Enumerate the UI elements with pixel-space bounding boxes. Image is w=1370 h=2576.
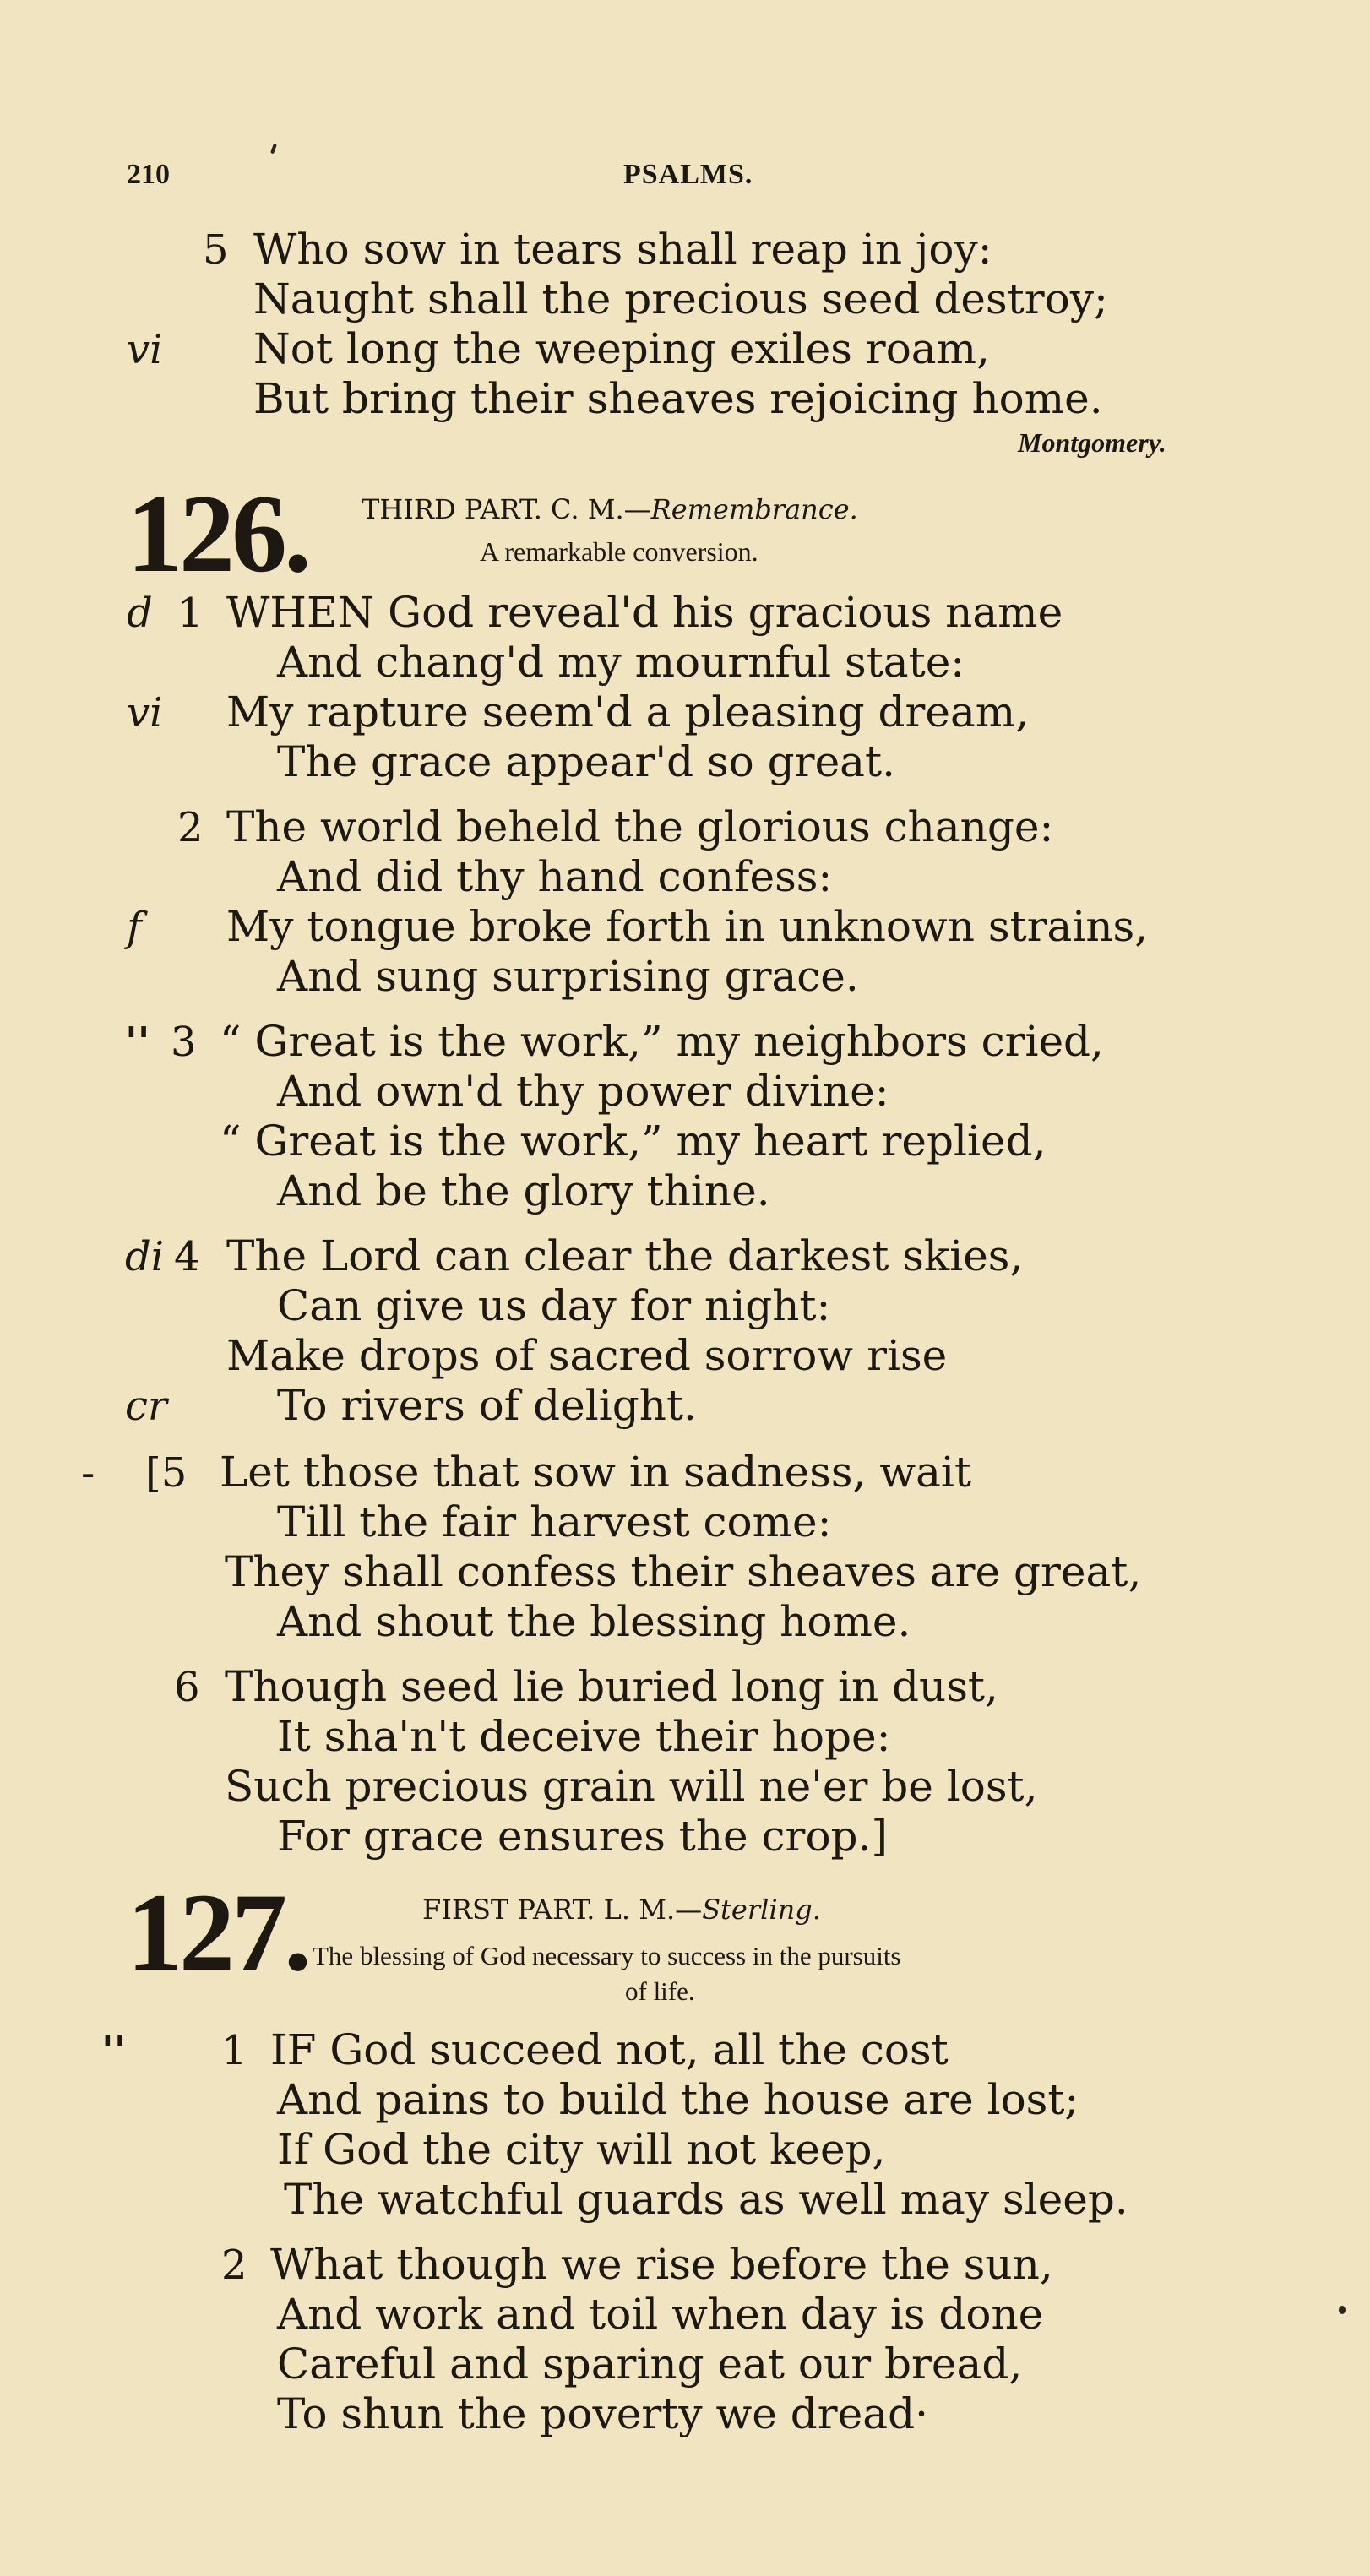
verse-line: Though seed lie buried long in dust, [225,1662,998,1711]
hymn-subtitle-continued: of life. [625,1976,695,2006]
verse-line: It sha'n't deceive their hope: [277,1712,891,1761]
verse-line: Such precious grain will ne'er be lost, [225,1762,1038,1811]
stanza-number: 1 [221,2027,247,2074]
margin-dash: - [81,1449,95,1497]
stanza-number: 1 [177,590,204,637]
stanza-number: 6 [174,1664,200,1711]
tune-name: Sterling. [702,1894,821,1926]
stanza-number: 2 [177,804,204,851]
verse-line: Who sow in tears shall reap in joy: [253,225,992,274]
dynamic-marker: vi [127,326,163,373]
verse-line: The watchful guards as well may sleep. [284,2175,1128,2224]
verse-line: Careful and sparing eat our bread, [277,2340,1023,2389]
verse-line: Make drops of sacred sorrow rise [226,1331,948,1380]
verse-line: Can give us day for night: [277,1281,831,1330]
dynamic-marker: f [127,904,142,951]
verse-line: WHEN God reveal'd his gracious name [226,588,1063,637]
stanza-number: 2 [221,2242,247,2289]
verse-line: To rivers of delight. [277,1381,697,1430]
part-label: FIRST PART. L. M.— [422,1894,703,1926]
verse-line: And did thy hand confess: [277,852,833,901]
verse-line: If God the city will not keep, [277,2125,886,2174]
verse-line: And chang'd my mournful state: [277,638,965,687]
verse-line: And work and toil when day is done [277,2290,1044,2339]
verse-line: And pains to build the house are lost; [277,2075,1079,2124]
verse-line: And shout the blessing home. [277,1597,911,1646]
verse-line: The Lord can clear the darkest skies, [226,1231,1024,1280]
verse-line: “ Great is the work,” my neighbors cried, [220,1017,1104,1066]
verse-line: IF God succeed not, all the cost [270,2025,949,2074]
stanza-number: [5 [145,1449,188,1497]
verse-line: What though we rise before the sun, [270,2240,1053,2289]
hymn-heading [422,1894,821,1926]
verse-line: And sung surprising grace. [277,952,859,1001]
hymn-subtitle: A remarkable conversion. [480,536,758,567]
verse-line: The world beheld the glorious change: [226,802,1054,851]
dynamic-marker: '' [125,1019,150,1066]
verse-line: “ Great is the work,” my heart replied, [220,1117,1047,1166]
verse-line: And own'd thy power divine: [277,1067,889,1116]
verse-line: And be the glory thine. [277,1166,770,1215]
verse-line: Till the fair harvest come: [277,1497,832,1546]
verse-line: The grace appear'd so great. [277,737,895,786]
ink-speck [270,144,277,155]
dynamic-marker: cr [125,1383,167,1430]
verse-line: My rapture seem'd a pleasing dream, [226,687,1030,736]
dynamic-marker: d [127,590,153,637]
verse-line: Not long the weeping exiles roam, [253,324,990,373]
verse-line: For grace ensures the crop.] [277,1812,888,1861]
dynamic-marker: di [125,1233,165,1280]
verse-line: My tongue broke forth in unknown strains, [226,902,1149,951]
verse-line: Naught shall the precious seed destroy; [253,274,1108,323]
verse-line: Let those that sow in sadness, wait [220,1448,972,1497]
running-title: PSALMS. [623,159,753,190]
verse-line: To shun the poverty we dread· [277,2389,928,2438]
hymn-number: 127. [127,1870,308,1994]
hymn-number: 126. [127,471,308,595]
part-label: THIRD PART. C. M.— [362,493,651,525]
dynamic-marker: '' [101,2027,127,2074]
ink-speck [1339,2306,1346,2314]
stanza-number: 4 [174,1233,200,1280]
author-attribution: Montgomery. [1018,427,1166,458]
hymn-subtitle: The blessing of God necessary to success in the pursuits [313,1941,901,1970]
page-number: 210 [127,159,170,190]
tune-name: Remembrance. [650,493,858,525]
verse-line: But bring their sheaves rejoicing home. [253,374,1103,423]
dynamic-marker: vi [127,689,163,736]
stanza-number: 3 [171,1019,197,1066]
hymn-heading [362,493,858,525]
stanza-number: 5 [203,226,229,274]
verse-line: They shall confess their sheaves are great, [225,1547,1142,1596]
